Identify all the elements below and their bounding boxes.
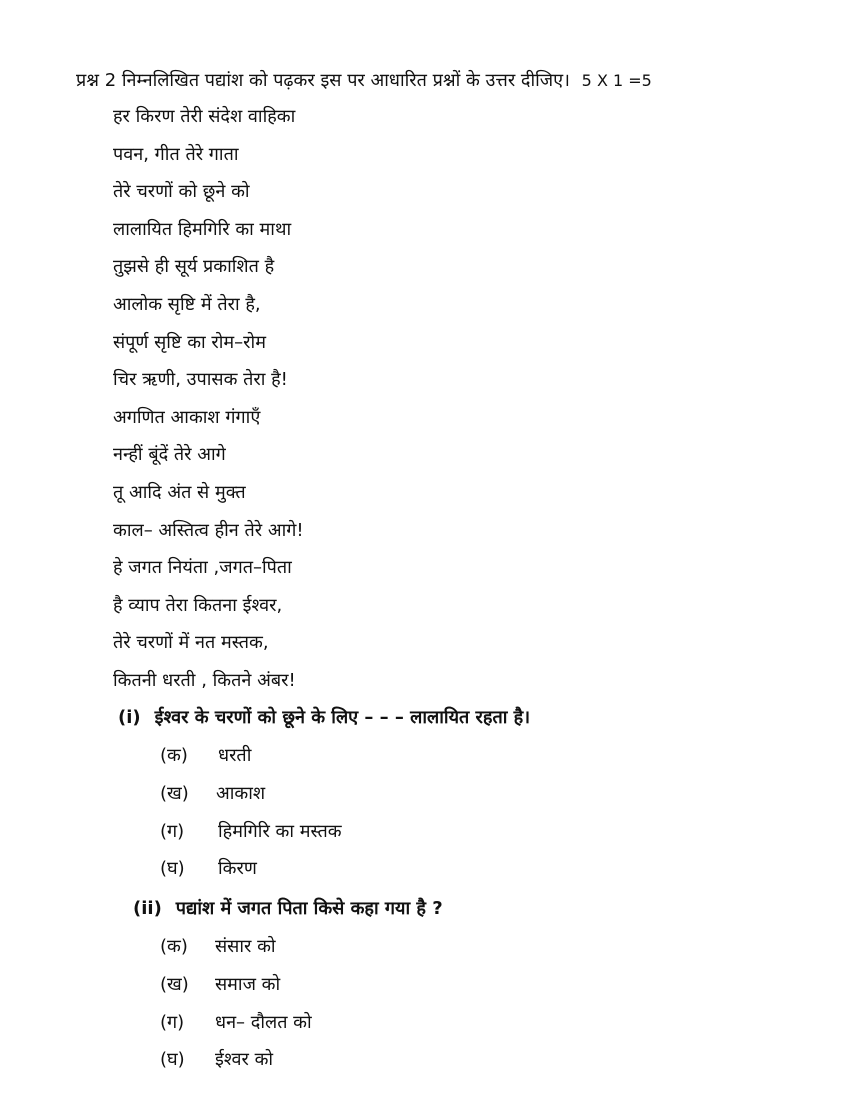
question-1-options (160, 743, 342, 894)
option-text: किरण (218, 858, 257, 880)
question-text: ईश्वर के चरणों को छूने के लिए – – – लालायित रहता है। (154, 707, 531, 728)
option-key: (ग) (160, 820, 185, 842)
poem-line: संपूर्ण सृष्टि का रोम–रोम (113, 331, 266, 353)
poem-line: आलोक सृष्टि में तेरा है, (113, 293, 261, 315)
option-item (160, 743, 342, 781)
option-item (160, 856, 342, 894)
option-item (160, 1047, 312, 1085)
option-key: (क) (160, 936, 188, 957)
question-header (76, 68, 652, 92)
option-item (160, 819, 342, 857)
option-text: ईश्वर को (215, 1049, 274, 1071)
question-number: (ii) (133, 898, 162, 919)
question-2 (133, 896, 443, 920)
option-key: (ग) (160, 1011, 185, 1033)
option-item (160, 934, 312, 972)
option-text: धरती (218, 745, 252, 766)
option-key: (घ) (160, 1049, 185, 1071)
option-key: (घ) (160, 858, 185, 880)
question-instruction: प्रश्न 2 निम्नलिखित पद्यांश को पढ़कर इस पर आधारित प्रश्नों के उत्तर दीजिए। (76, 70, 570, 91)
poem-line: है व्याप तेरा कितना ईश्वर, (113, 594, 283, 616)
poem-line: तू आदि अंत से मुक्त (113, 481, 246, 503)
option-text: धन– दौलत को (215, 1011, 312, 1033)
poem-passage (113, 104, 304, 706)
poem-line: अगणित आकाश गंगाएँ (113, 406, 261, 428)
poem-line: पवन, गीत तेरे गाता (113, 143, 239, 165)
poem-line: तुझसे ही सूर्य प्रकाशित है (113, 256, 275, 278)
option-item (160, 781, 342, 819)
option-text: समाज को (215, 973, 281, 995)
poem-line: नन्हीं बूंदें तेरे आगे (113, 444, 226, 466)
option-key: (क) (160, 745, 188, 766)
question-1 (118, 705, 530, 729)
option-text: संसार को (215, 936, 276, 957)
poem-line: तेरे चरणों को छूने को (113, 181, 250, 203)
option-text: आकाश (216, 782, 266, 804)
marks-label: 5 X 1 =5 (581, 71, 652, 90)
poem-line: कितनी धरती , कितने अंबर! (113, 669, 296, 691)
option-text: हिमगिरि का मस्तक (218, 820, 342, 842)
poem-line: लालायित हिमगिरि का माथा (113, 218, 292, 240)
question-text: पद्यांश में जगत पिता किसे कहा गया है ? (175, 898, 443, 919)
option-item (160, 1010, 312, 1048)
poem-line: तेरे चरणों में नत मस्तक, (113, 632, 269, 654)
option-item (160, 972, 312, 1010)
poem-line: काल– अस्तित्व हीन तेरे आगे! (113, 519, 304, 541)
poem-line: चिर ऋणी, उपासक तेरा है! (113, 369, 288, 391)
question-number: (i) (118, 707, 141, 728)
poem-line: हे जगत नियंता ,जगत–पिता (113, 557, 292, 579)
poem-line: हर किरण तेरी संदेश वाहिका (113, 106, 296, 127)
option-key: (ख) (160, 973, 189, 995)
option-key: (ख) (160, 782, 189, 804)
question-2-options (160, 934, 312, 1085)
